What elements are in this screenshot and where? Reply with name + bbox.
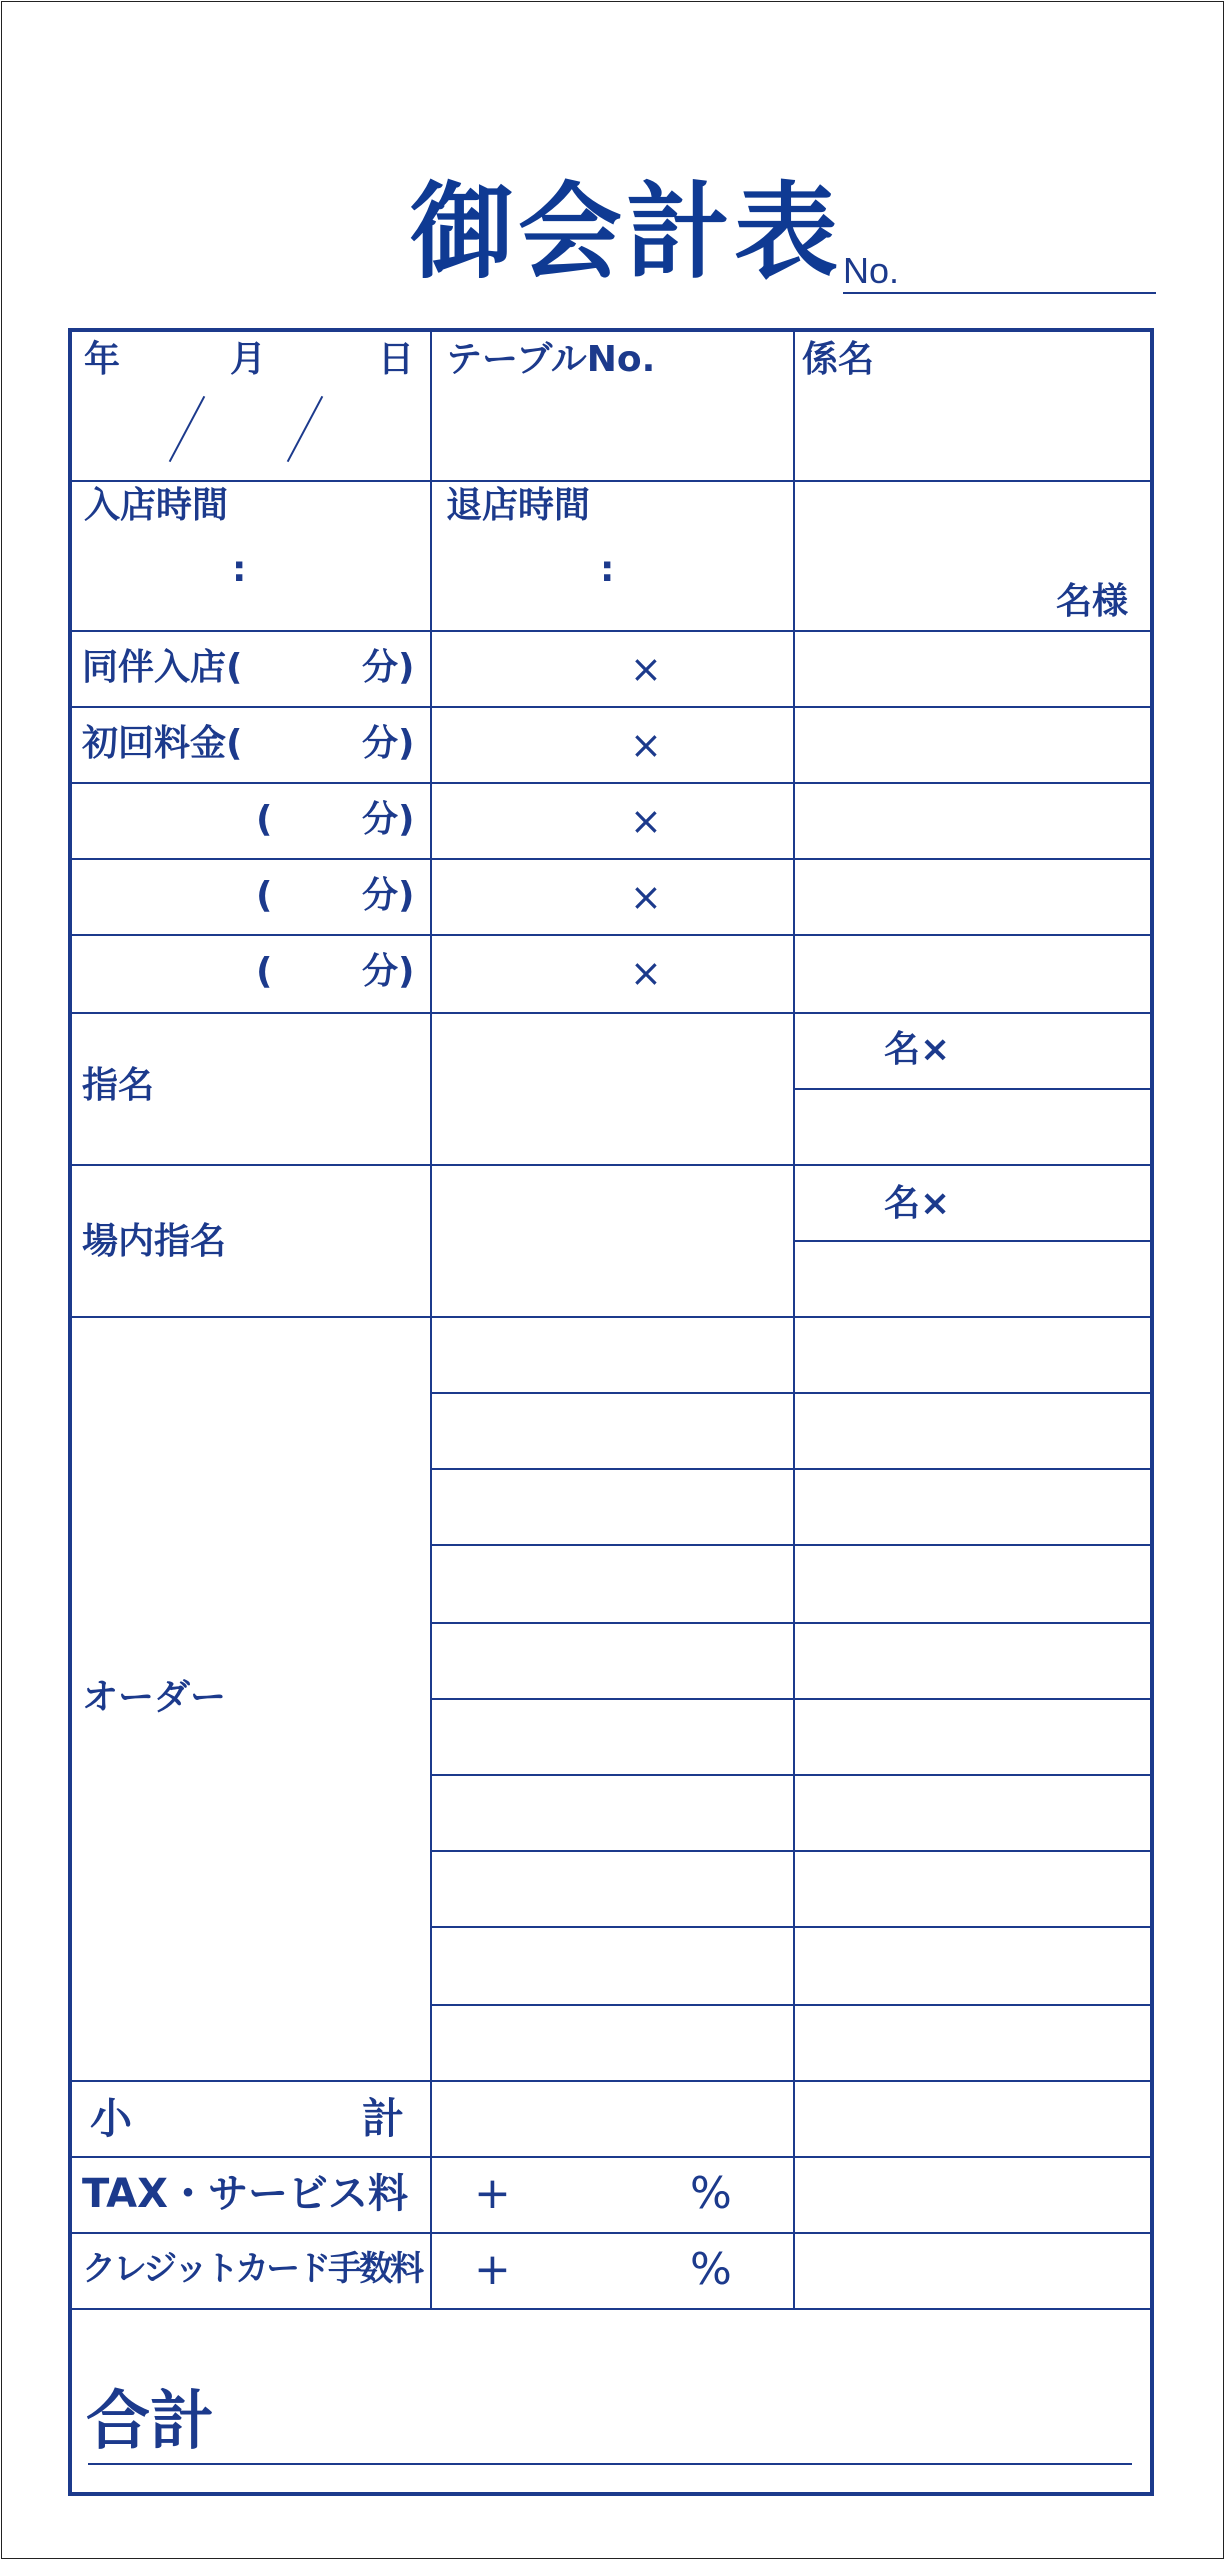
- order-line: [432, 1774, 1150, 1776]
- year-label: 年: [84, 339, 121, 380]
- in-store-nomination-sub-line: [795, 1240, 1150, 1242]
- slip-number-field[interactable]: [843, 292, 1156, 294]
- order-label: オーダー: [82, 1677, 227, 1718]
- order-line: [432, 1926, 1150, 1928]
- charge-label: (: [256, 799, 273, 840]
- in-store-nomination-label: 場内指名: [82, 1221, 227, 1262]
- nomination-sub-line: [795, 1088, 1150, 1090]
- row-line: [72, 706, 1150, 708]
- nomination-count: 名×: [884, 1029, 951, 1070]
- row-line: [72, 1316, 1150, 1318]
- table-number-label: テーブルNo.: [446, 339, 656, 380]
- row-line: [72, 2308, 1150, 2310]
- card-fee-percent: %: [690, 2244, 732, 2295]
- row-line: [72, 934, 1150, 936]
- order-line: [432, 1850, 1150, 1852]
- order-line: [432, 1698, 1150, 1700]
- total-amount-field[interactable]: [88, 2463, 1132, 2465]
- tax-percent: %: [690, 2168, 732, 2219]
- charge-multiply: ×: [630, 647, 662, 691]
- in-store-nomination-count: 名×: [884, 1183, 951, 1224]
- row-line: [72, 2156, 1150, 2158]
- subtotal-label-right: 計: [362, 2094, 405, 2143]
- order-line: [432, 1544, 1150, 1546]
- column-divider-2: [793, 332, 795, 2308]
- total-label: 合計: [86, 2385, 214, 2459]
- row-line: [72, 782, 1150, 784]
- charge-label: (: [256, 875, 273, 916]
- charge-minutes: 分): [362, 647, 415, 688]
- subtotal-label-left: 小: [90, 2094, 133, 2143]
- order-line: [432, 2004, 1150, 2006]
- charge-multiply: ×: [630, 875, 662, 919]
- row-line: [72, 1012, 1150, 1014]
- charge-minutes: 分): [362, 799, 415, 840]
- order-line: [432, 1392, 1150, 1394]
- row-line: [72, 480, 1150, 482]
- charge-minutes: 分): [362, 875, 415, 916]
- entry-time-label: 入店時間: [84, 485, 229, 526]
- staff-name-label: 係名: [802, 339, 875, 380]
- entry-time-colon: :: [232, 549, 247, 590]
- row-line: [72, 1164, 1150, 1166]
- charge-minutes: 分): [362, 723, 415, 764]
- charge-multiply: ×: [630, 951, 662, 995]
- guest-count-suffix: 名様: [1056, 581, 1129, 622]
- charge-multiply: ×: [630, 799, 662, 843]
- charge-label: 同伴入店(: [82, 647, 243, 688]
- charge-label: 初回料金(: [82, 723, 243, 764]
- day-label: 日: [378, 339, 415, 380]
- month-label: 月: [230, 339, 267, 380]
- charge-minutes: 分): [362, 951, 415, 992]
- slip-number-label: No.: [843, 250, 900, 291]
- nomination-label: 指名: [82, 1065, 155, 1106]
- row-line: [72, 2080, 1150, 2082]
- column-divider-1: [430, 332, 432, 2308]
- exit-time-colon: :: [600, 549, 615, 590]
- exit-time-label: 退店時間: [446, 485, 591, 526]
- row-line: [72, 630, 1150, 632]
- order-line: [432, 1622, 1150, 1624]
- charge-multiply: ×: [630, 723, 662, 767]
- tax-plus: +: [474, 2168, 511, 2219]
- charge-label: (: [256, 951, 273, 992]
- row-line: [72, 858, 1150, 860]
- order-line: [432, 1468, 1150, 1470]
- card-fee-label: クレジットカード手数料: [82, 2249, 422, 2289]
- card-fee-plus: +: [474, 2244, 511, 2295]
- tax-service-label: TAX・サービス料: [82, 2171, 408, 2217]
- page-title: 御会計表: [410, 171, 843, 293]
- row-line: [72, 2232, 1150, 2234]
